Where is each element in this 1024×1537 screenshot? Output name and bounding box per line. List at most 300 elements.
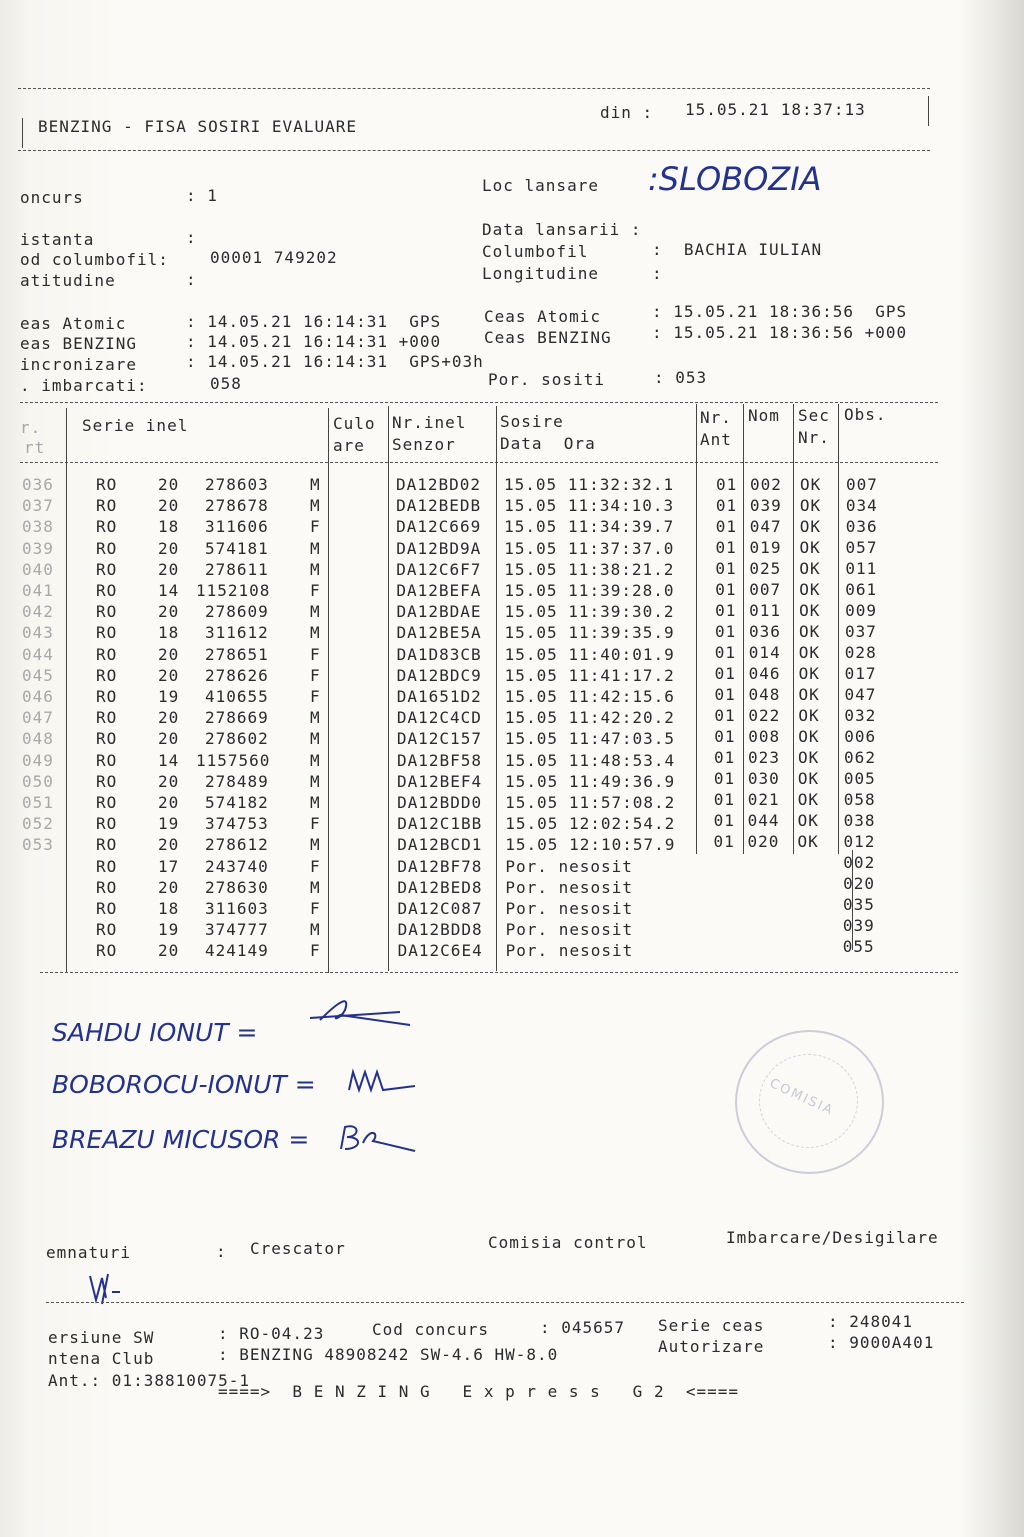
cell-sensor-ring: DA12C6F7: [396, 559, 482, 579]
cell-ring-year: 14: [158, 581, 180, 600]
sincronizare-label: incronizare: [20, 355, 137, 374]
table-row: [0, 645, 1024, 666]
concurs-value: : 1: [186, 186, 218, 205]
cell-row-number: 037: [22, 496, 54, 516]
cell-security: OK: [799, 496, 822, 515]
cell-security: OK: [798, 685, 820, 704]
cell-country-code: RO: [96, 941, 118, 961]
cell-ring-number: 311606: [205, 517, 269, 537]
cell-country-code: RO: [96, 708, 118, 728]
concurs-label: oncurs: [20, 188, 84, 207]
cell-observation: 037: [844, 622, 877, 641]
cell-ring-year: 20: [158, 665, 180, 685]
cell-security: OK: [799, 538, 821, 557]
cell-ring-year: 20: [158, 538, 180, 558]
cell-country-code: RO: [96, 496, 118, 516]
cod-concurs-label: Cod concurs: [372, 1320, 489, 1339]
cell-country-code: RO: [96, 475, 118, 494]
cell-antenna: 01: [715, 496, 738, 515]
ant-line: Ant.: 01:38810075-1: [48, 1371, 251, 1390]
cell-ring-year: 17: [158, 856, 180, 876]
cell-sensor-ring: DA12BDD0: [397, 793, 483, 812]
cell-row-number: 048: [22, 729, 54, 749]
cell-ring-number: 410655: [205, 687, 269, 706]
cell-country-code: RO: [96, 559, 118, 579]
ceas-atomic2-value: : 15.05.21 18:36:56 GPS: [652, 302, 908, 321]
cell-ring-year: 20: [158, 496, 180, 516]
cell-row-number: 050: [22, 771, 54, 791]
cell-arrival-time: 15.05 11:41:17.2: [504, 665, 675, 685]
cell-security: OK: [799, 517, 821, 536]
col-obs-header: Obs.: [844, 405, 887, 424]
cell-sex: F: [310, 814, 321, 834]
ceas-atomic-label: eas Atomic: [20, 314, 127, 333]
cell-country-code: RO: [96, 687, 118, 706]
cell-observation: 007: [846, 475, 878, 494]
cell-observation: 002: [843, 853, 876, 872]
cell-arrival-time: 15.05 11:57:08.2: [505, 793, 676, 812]
table-row: [0, 937, 1024, 962]
table-row: [0, 581, 1024, 602]
imbarcati-value: 058: [210, 374, 242, 393]
table-row: [0, 560, 1024, 581]
table-row: [0, 539, 1024, 560]
col-data-ora-header: Data Ora: [500, 434, 596, 453]
cell-arrival-time: 15.05 11:49:36.9: [505, 771, 676, 791]
cell-arrival-time: Por. nesosit: [505, 856, 633, 876]
sincronizare-value: : 14.05.21 16:14:31 GPS+03h: [186, 352, 484, 371]
cell-observation: 039: [842, 916, 875, 935]
cell-arrival-time: 15.05 11:47:03.5: [504, 729, 676, 749]
cell-nom: 011: [749, 601, 781, 620]
cell-ring-year: 20: [158, 835, 180, 855]
cell-observation: 035: [843, 895, 875, 914]
cell-observation: 055: [842, 937, 875, 956]
cell-ring-year: 19: [158, 687, 180, 706]
cell-ring-number: 311612: [205, 623, 269, 643]
cell-sensor-ring: DA12BE5A: [396, 623, 482, 643]
cell-sensor-ring: DA12BF78: [397, 856, 483, 876]
header-left-bar: [22, 118, 23, 148]
cell-antenna: 01: [713, 769, 736, 788]
table-top-rule: [20, 402, 938, 403]
cell-nom: 036: [748, 622, 781, 641]
cell-arrival-time: Por. nesosit: [505, 920, 634, 940]
cell-nom: 022: [748, 706, 781, 725]
longitudine-value: :: [652, 264, 663, 283]
table-row: [0, 666, 1024, 687]
cell-security: OK: [799, 601, 821, 620]
cell-ring-year: 20: [158, 729, 180, 749]
cell-observation: 011: [845, 559, 878, 578]
cell-sensor-ring: DA12BD02: [396, 475, 482, 494]
cell-sex: M: [310, 708, 321, 728]
col-nom-header: Nom: [748, 406, 780, 425]
cell-nom: 008: [748, 727, 781, 746]
cell-country-code: RO: [96, 814, 118, 834]
col-serie-header: Serie inel: [82, 416, 189, 435]
cell-country-code: RO: [96, 602, 118, 622]
cell-nom: 025: [749, 559, 782, 578]
table-row: [0, 496, 1024, 517]
document-title: BENZING - FISA SOSIRI EVALUARE: [38, 117, 357, 136]
cell-ring-year: 20: [158, 602, 180, 622]
cell-sensor-ring: DA12C157: [396, 729, 482, 749]
cell-arrival-time: Por. nesosit: [505, 877, 634, 897]
cell-arrival-time: Por. nesosit: [505, 899, 634, 918]
cell-observation: 062: [844, 748, 876, 767]
cell-ring-number: 574181: [205, 538, 269, 558]
cell-country-code: RO: [96, 771, 118, 791]
cell-row-number: 045: [22, 665, 54, 685]
cell-antenna: 01: [715, 559, 737, 578]
ceas-atomic-value: : 14.05.21 16:14:31 GPS: [186, 312, 442, 331]
cell-sex: F: [310, 517, 321, 537]
stamp-text: COMISIA: [767, 1076, 837, 1119]
cell-ring-year: 20: [158, 644, 180, 664]
cell-row-number: 040: [22, 559, 54, 579]
cell-arrival-time: 15.05 11:32:32.1: [504, 475, 675, 494]
cell-security: OK: [799, 559, 821, 578]
cell-antenna: 01: [715, 580, 737, 599]
cell-observation: 028: [844, 643, 877, 662]
cell-observation: 061: [845, 580, 878, 599]
cell-observation: 020: [843, 874, 876, 893]
cell-observation: 036: [845, 517, 878, 536]
table-row: [0, 517, 1024, 538]
table-row: [0, 602, 1024, 623]
cell-sex: M: [310, 475, 321, 494]
cell-observation: 012: [843, 832, 876, 851]
cell-antenna: 01: [714, 685, 736, 704]
cell-nom: 020: [747, 832, 780, 851]
columbofil-value: : BACHIA IULIAN: [652, 240, 823, 259]
comisia-label: Comisia control: [488, 1233, 648, 1252]
cell-nom: 002: [750, 475, 782, 494]
cell-sensor-ring: DA12C4CD: [396, 708, 482, 728]
cell-sex: F: [310, 581, 321, 600]
cell-security: OK: [799, 580, 821, 599]
cell-row-number: 049: [22, 750, 54, 770]
col-senzor-header: Senzor: [392, 435, 456, 454]
cell-sex: M: [310, 559, 321, 579]
table-row: [0, 623, 1024, 644]
handwritten-note-2: BOBOROCU-IONUT =: [52, 1070, 316, 1099]
cell-country-code: RO: [96, 623, 118, 643]
header-bottom-rule: [18, 150, 930, 151]
cell-sensor-ring: DA12BD9A: [396, 538, 482, 558]
cell-security: OK: [797, 790, 820, 809]
header-top-rule: [18, 88, 930, 89]
col-culo-header: Culo: [333, 414, 376, 433]
loc-lansare-label: Loc lansare: [482, 176, 599, 195]
col-nr2-header: Nr.: [700, 408, 732, 427]
ceas-benzing2-label: Ceas BENZING: [484, 328, 612, 347]
table-row: [0, 687, 1024, 708]
cell-sex: F: [310, 687, 321, 706]
cell-observation: 034: [845, 496, 878, 515]
cell-sex: F: [310, 665, 321, 685]
cell-row-number: 051: [22, 793, 54, 812]
cell-security: OK: [798, 727, 820, 746]
handwritten-signature-2: [345, 1060, 435, 1100]
cell-antenna: 01: [715, 601, 737, 620]
cell-sex: M: [310, 496, 321, 516]
cell-sex: F: [310, 899, 321, 918]
longitudine-label: Longitudine: [482, 264, 599, 283]
cell-security: OK: [797, 811, 819, 830]
cell-ring-number: 374777: [205, 920, 269, 940]
cell-ring-year: 14: [158, 750, 180, 770]
cell-observation: 057: [845, 538, 878, 557]
cod-columbofil-value: 00001 749202: [210, 248, 338, 267]
cell-sensor-ring: DA12C1BB: [397, 814, 483, 834]
cell-nom: 019: [749, 538, 782, 557]
cell-nom: 048: [748, 685, 781, 704]
cell-sex: M: [310, 771, 321, 791]
cell-ring-number: 278602: [205, 729, 269, 749]
cell-observation: 032: [844, 706, 877, 725]
cell-ring-year: 20: [158, 708, 180, 728]
cell-row-number: 044: [22, 644, 54, 664]
cell-observation: 009: [845, 601, 877, 620]
ceas-benzing2-value: : 15.05.21 18:36:56 +000: [652, 323, 908, 342]
cell-antenna: 01: [714, 748, 736, 767]
cell-ring-year: 18: [158, 899, 180, 918]
cell-ring-year: 18: [158, 517, 180, 537]
cell-ring-number: 243740: [205, 856, 269, 876]
cell-ring-number: 311603: [205, 899, 269, 918]
cell-country-code: RO: [96, 877, 118, 897]
cell-sex: F: [310, 941, 321, 961]
handwritten-note-1: SAHDU IONUT =: [52, 1018, 258, 1047]
cell-antenna: 01: [714, 643, 737, 662]
cell-sex: M: [310, 835, 321, 855]
cell-sensor-ring: DA12BEF4: [397, 771, 483, 791]
versiune-label: ersiune SW: [48, 1328, 155, 1347]
loc-lansare-value: :SLOBOZIA: [648, 160, 822, 198]
col-nr-header: r.: [20, 418, 42, 437]
cell-ring-year: 20: [158, 877, 180, 897]
cell-sex: M: [310, 538, 321, 558]
cell-arrival-time: 15.05 11:34:39.7: [504, 517, 675, 537]
cell-ring-year: 20: [158, 559, 180, 579]
cell-nom: 047: [749, 517, 782, 536]
cell-country-code: RO: [96, 899, 118, 918]
cell-security: OK: [798, 706, 820, 725]
columbofil-label: Columbofil: [482, 242, 589, 261]
cell-row-number: 042: [22, 602, 54, 622]
distanta-label: istanta: [20, 230, 95, 249]
cell-antenna: 01: [714, 727, 736, 746]
date-value: 15.05.21 18:37:13: [685, 100, 866, 119]
cell-sex: F: [310, 856, 321, 876]
col-crt-header: rt: [24, 438, 46, 457]
cell-row-number: 046: [22, 687, 54, 706]
cell-sensor-ring: DA12BDD8: [397, 920, 483, 940]
cell-ring-number: 374753: [205, 814, 269, 834]
cell-antenna: 01: [715, 517, 737, 536]
cell-sex: M: [310, 920, 321, 940]
benzing-express-line: ====> B E N Z I N G E x p r e s s G 2 <====: [218, 1382, 740, 1401]
cell-ring-number: 1152108: [196, 581, 271, 600]
cell-ring-number: 278611: [205, 559, 269, 579]
cell-country-code: RO: [96, 835, 118, 855]
cell-ring-year: 19: [158, 814, 180, 834]
col-sec-header: Sec: [798, 406, 830, 425]
cell-ring-number: 278489: [205, 771, 269, 791]
cell-sensor-ring: DA12BF58: [396, 750, 483, 770]
cell-arrival-time: 15.05 12:02:54.2: [505, 814, 676, 834]
cell-security: OK: [798, 622, 821, 641]
cell-ring-number: 278630: [205, 877, 269, 897]
cod-concurs-value: : 045657: [540, 1318, 626, 1337]
cell-nom: 021: [747, 790, 780, 809]
col-secnr-header: Nr.: [798, 428, 830, 447]
cell-ring-year: 20: [158, 771, 180, 791]
cell-country-code: RO: [96, 920, 118, 940]
cell-row-number: 053: [22, 835, 54, 855]
cell-ring-year: 18: [158, 623, 180, 643]
cell-arrival-time: 15.05 11:38:21.2: [504, 559, 675, 579]
cell-sensor-ring: DA12BED8: [397, 877, 483, 897]
cell-arrival-time: 15.05 11:34:10.3: [504, 496, 675, 516]
cell-sensor-ring: DA12BEFA: [396, 581, 482, 600]
table-header-rule: [20, 462, 938, 463]
cell-antenna: 01: [715, 538, 737, 557]
cell-sensor-ring: DA12BDC9: [396, 665, 482, 685]
cell-arrival-time: 15.05 11:39:28.0: [504, 581, 675, 600]
cell-sensor-ring: DA1651D2: [396, 687, 482, 706]
por-sositi-label: Por. sositi: [488, 370, 605, 389]
cell-sensor-ring: DA1D83CB: [396, 644, 482, 664]
autorizare-label: Autorizare: [658, 1337, 765, 1356]
official-stamp: [735, 1030, 884, 1174]
crescator-label: Crescator: [250, 1239, 346, 1258]
cell-antenna: 01: [714, 622, 737, 641]
cell-row-number: 041: [22, 581, 54, 600]
latitudine-label: atitudine: [20, 271, 116, 290]
semnaturi-colon: :: [216, 1242, 227, 1261]
cell-nom: 007: [749, 580, 782, 599]
cell-antenna: 01: [713, 790, 736, 809]
cell-ring-number: 278651: [205, 644, 269, 664]
cell-observation: 005: [843, 769, 876, 788]
cell-ring-year: 20: [158, 941, 180, 961]
cell-country-code: RO: [96, 644, 118, 664]
cell-arrival-time: 15.05 11:48:53.4: [504, 750, 676, 770]
cell-sex: M: [310, 793, 321, 812]
cell-row-number: 047: [22, 708, 54, 728]
cell-antenna: 01: [716, 475, 738, 494]
cell-observation: 038: [843, 811, 876, 830]
cell-country-code: RO: [96, 793, 118, 812]
cell-row-number: 052: [22, 814, 54, 834]
table-bottom-rule: [40, 972, 958, 973]
latitudine-value: :: [186, 270, 197, 289]
cell-antenna: 01: [713, 811, 735, 830]
cell-sex: M: [310, 750, 321, 770]
cell-row-number: 043: [22, 623, 54, 643]
ceas-atomic2-label: Ceas Atomic: [484, 307, 601, 326]
semnaturi-label: emnaturi: [46, 1243, 132, 1262]
footer-top-rule: [46, 1302, 964, 1303]
cell-sensor-ring: DA12BCD1: [397, 835, 483, 855]
cell-security: OK: [798, 643, 821, 662]
cell-security: OK: [800, 475, 822, 494]
cell-arrival-time: Por. nesosit: [505, 941, 634, 961]
cell-antenna: 01: [713, 832, 735, 851]
cell-nom: 044: [747, 811, 780, 830]
cell-ring-number: 278612: [205, 835, 269, 855]
cell-sex: M: [310, 602, 321, 622]
date-label: din :: [600, 103, 654, 122]
cell-country-code: RO: [96, 538, 118, 558]
cell-ring-year: 19: [158, 920, 180, 940]
cell-ring-number: 278669: [205, 708, 269, 728]
cell-sensor-ring: DA12C669: [396, 517, 482, 537]
cell-security: OK: [798, 748, 820, 767]
cell-arrival-time: 15.05 11:40:01.9: [504, 644, 675, 664]
antena-value: : BENZING 48908242 SW-4.6 HW-8.0: [218, 1345, 559, 1364]
cell-arrival-time: 15.05 11:39:35.9: [504, 623, 675, 643]
cell-sex: M: [310, 729, 321, 749]
cell-arrival-time: 15.05 11:42:15.6: [504, 687, 675, 706]
distanta-value: :: [186, 228, 197, 247]
cell-sensor-ring: DA12BEDB: [396, 496, 482, 516]
cell-security: OK: [798, 664, 820, 683]
cell-observation: 006: [844, 727, 877, 746]
autorizare-value: : 9000A401: [828, 1333, 935, 1352]
ceas-benzing-value: : 14.05.21 16:14:31 +000: [186, 332, 442, 351]
cell-ring-year: 20: [158, 475, 180, 494]
cell-row-number: 039: [22, 538, 54, 558]
cell-sensor-ring: DA12C6E4: [397, 941, 483, 961]
cod-columbofil-label: od columbofil:: [20, 250, 169, 269]
cell-sex: F: [310, 644, 321, 664]
cell-row-number: 038: [22, 517, 54, 537]
cell-antenna: 01: [714, 664, 736, 683]
cell-sex: M: [310, 877, 321, 897]
cell-ring-number: 278678: [205, 496, 269, 516]
cell-ring-number: 278609: [205, 602, 269, 622]
cell-nom: 039: [749, 496, 782, 515]
handwritten-signature-3: [335, 1115, 435, 1160]
cell-arrival-time: 15.05 11:39:30.2: [504, 602, 675, 622]
serie-ceas-label: Serie ceas: [658, 1316, 765, 1335]
cell-row-number: 036: [22, 475, 54, 494]
data-lansarii-label: Data lansarii :: [482, 220, 642, 239]
cell-nom: 030: [747, 769, 780, 788]
cell-ring-number: 574182: [205, 793, 269, 812]
cell-ring-number: 424149: [205, 941, 269, 961]
cell-sex: M: [310, 623, 321, 643]
cell-security: OK: [797, 832, 819, 851]
imbarcati-label: . imbarcati:: [20, 376, 148, 395]
cell-country-code: RO: [96, 729, 118, 749]
col-nrinel-header: Nr.inel: [392, 413, 467, 432]
versiune-value: : RO-04.23: [218, 1324, 325, 1343]
col-are-header: are: [333, 436, 365, 455]
serie-ceas-value: : 248041: [828, 1312, 914, 1331]
ceas-benzing-label: eas BENZING: [20, 334, 137, 353]
imbarcare-label: Imbarcare/Desigilare: [726, 1228, 939, 1247]
cell-nom: 046: [748, 664, 781, 683]
col-sosire-header: Sosire: [500, 412, 564, 431]
cell-ring-number: 278603: [205, 475, 269, 494]
cell-antenna: 01: [714, 706, 736, 725]
cell-nom: 023: [748, 748, 780, 767]
